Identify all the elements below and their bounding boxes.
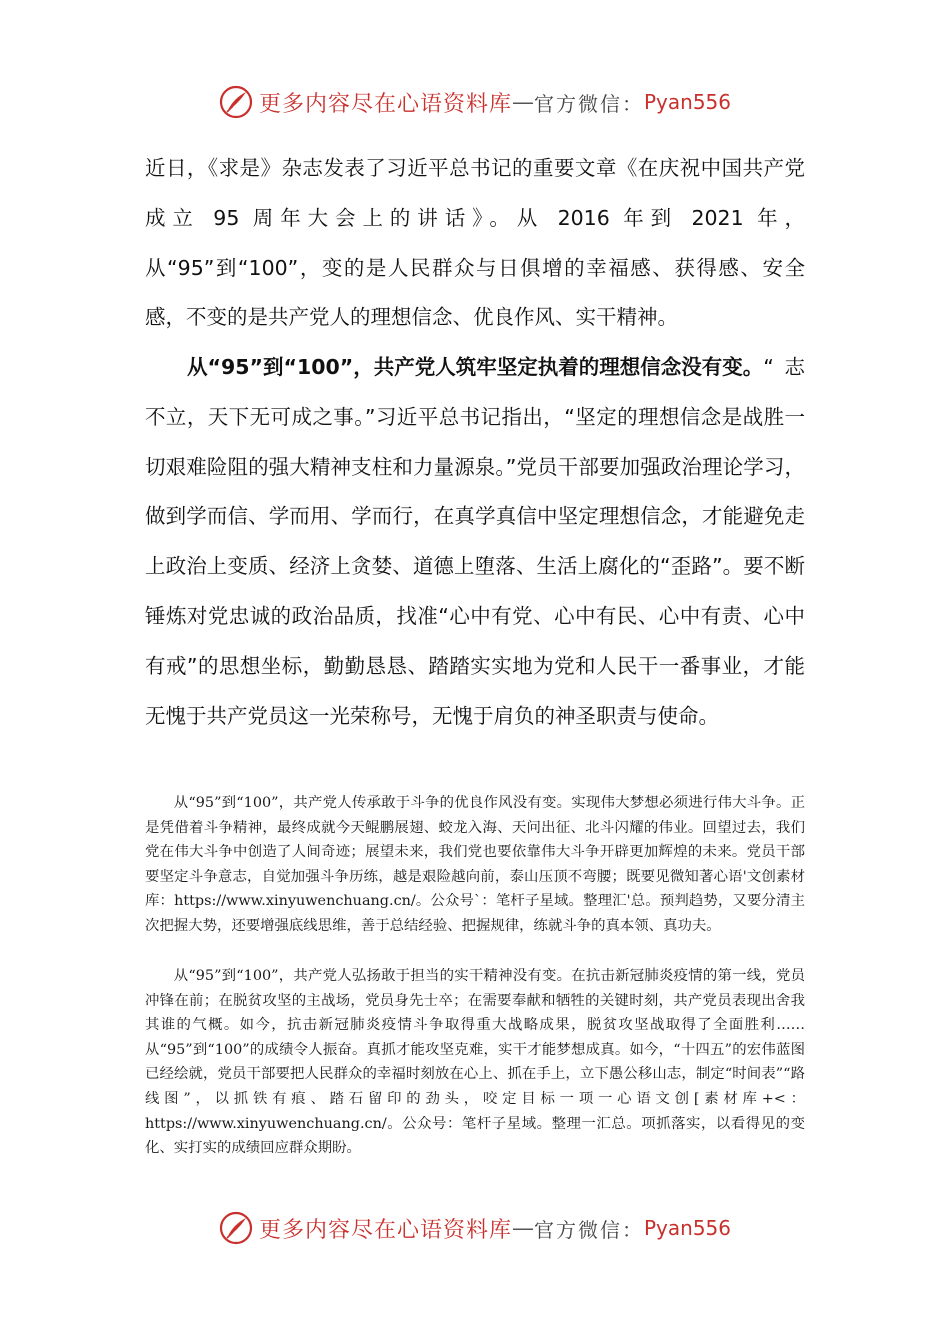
- banner-wechat-id: Pyan556: [644, 90, 732, 114]
- paragraph-ideals: [145, 343, 805, 741]
- banner-dash: —: [512, 89, 534, 115]
- paragraph-ideals-heading: 从“95”到“100”，共产党人筑牢坚定执着的理想信念没有变。: [187, 355, 764, 379]
- header-banner: [0, 82, 950, 122]
- banner-wechat-label: 官方微信：: [534, 1217, 644, 1242]
- quill-logo-icon: [219, 85, 253, 119]
- banner-wechat-label: 官方微信：: [534, 91, 644, 116]
- banner-brand-text: 更多内容尽在心语资料库: [258, 91, 512, 117]
- banner-wechat-id: Pyan556: [644, 1216, 732, 1240]
- paragraph-practice: 从“95”到“100”，共产党人弘扬敢于担当的实干精神没有变。在抗击新冠肺炎疫情的第一线，党员冲锋在前；在脱贫攻坚的主战场，党员身先士卒；在需要奉献和牺牲的关键时刻，共产党员表现出舍我其谁的气概。如今，抗击新冠肺炎疫情斗争取得重大战略成果，脱贫攻坚战取得了全面胜利……从“95”到“100”的成绩令人振奋。真抓才能攻坚克难，实干才能梦想成真。如今，“十四五”的宏伟蓝图已经绘就，党员干部要把人民群众的幸福时刻放在心上、抓在手上，立下愚公移山志，制定“时间表”“路线图”，以抓铁有痕、踏石留印的劲头，咬定目标一项一心语文创[素材库+<：https://www.xinyuwenchuang.cn/。公众号：笔杆子星域。整理一汇总。项抓落实，以看得见的变化、实打实的成绩回应群众期盼。: [145, 968, 805, 1157]
- quill-logo-icon: [219, 1211, 253, 1245]
- banner-dash: —: [512, 1215, 534, 1241]
- paragraph-struggle: 从“95”到“100”，共产党人传承敢于斗争的优良作风没有变。实现伟大梦想必须进行伟大斗争。正是凭借着斗争精神，最终成就今天鲲鹏展翅、蛟龙入海、天问出征、北斗闪耀的伟业。回望过去，我们党在伟大斗争中创造了人间奇迹；展望未来，我们党也要依靠伟大斗争开辟更加辉煌的未来。党员干部要坚定斗争意志，自觉加强斗争历练，越是艰险越向前，泰山压顶不弯腰；既要见微知著心语'文创素材库：https://www.xinyuwenchuang.cn/。公众号`：笔杆子星域。整理汇'总。预判趋势，又要分清主次把握大势，还要增强底线思维，善于总结经验、把握规律，练就斗争的真本领、真功夫。: [145, 795, 805, 934]
- footer-banner: [0, 1208, 950, 1248]
- banner-brand-text: 更多内容尽在心语资料库: [258, 1217, 512, 1243]
- paragraph-ideals-text: “志不立，天下无可成之事。”习近平总书记指出，“坚定的理想信念是战胜一切艰难险阻的强大精神支柱和力量源泉。”党员干部要加强政治理论学习，做到学而信、学而用、学而行，在真学真信中坚定理想信念，才能避免走上政治上变质、经济上贪婪、道德上堕落、生活上腐化的“歪路”。要不断锤炼对党忠诚的政治品质，找准“心中有党、心中有民、心中有责、心中有戒”的思想坐标，勤勤恳恳、踏踏实实地为党和人民干一番事业，才能无愧于共产党员这一光荣称号，无愧于肩负的神圣职责与使命。: [145, 355, 805, 728]
- paragraph-intro: 近日，《求是》杂志发表了习近平总书记的重要文章《在庆祝中国共产党成立 95 周年大会上的讲话》。从 2016 年到 2021 年，从“95”到“100”，变的是人民群众与日俱增的幸福感、获得感、安全感，不变的是共产党人的理想信念、优良作风、实干精神。: [145, 156, 805, 330]
